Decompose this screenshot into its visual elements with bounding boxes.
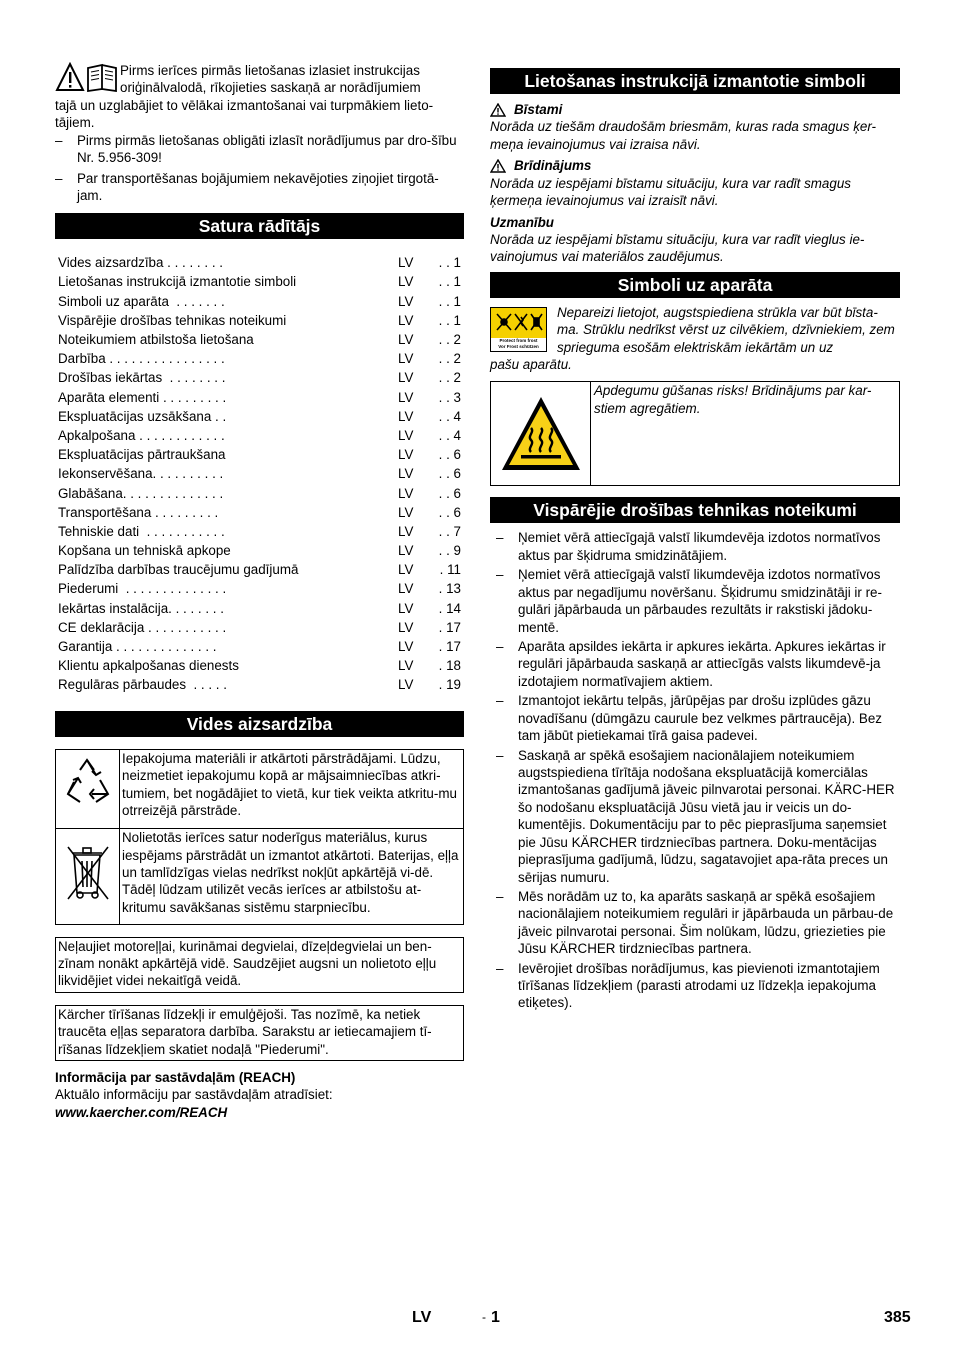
toc-item-title: Iekārtas instalācija. . . . . . . . — [58, 600, 224, 616]
right-column — [490, 68, 900, 1014]
toc-item-page: . . 4 — [438, 427, 461, 443]
safety-item-text: Ņemiet vērā attiecīgajā valstī likumdevēja izdotos normatīvos aktus par šķidruma smidzinātājiem. — [518, 530, 881, 563]
toc-item[interactable] — [58, 676, 461, 695]
toc-item[interactable] — [58, 656, 461, 675]
device-symbols-header: Simboli uz aparāta — [490, 272, 900, 298]
toc-item-title: Ekspluatācijas uzsākšana . . — [58, 408, 227, 424]
reach-title: Informācija par sastāvdaļām (REACH) — [55, 1070, 296, 1086]
safety-item: – Mēs norādām uz to, ka aparāts saskaņā ar spēkā esošajiem nacionālajiem noteikumiem regulāri ir jāpārbauda un pārbau-de jāveic pilnvarotai personai. Šim nolūkam, lūdzu, griezieties pie Jūsu KÄRCHER tirdzniecības partnera. — [496, 888, 900, 958]
general-safety-list — [496, 529, 900, 1011]
toc-item-title: Lietošanas instrukcijā izmantotie simboli — [58, 274, 297, 290]
emulsion-box — [55, 1005, 464, 1061]
toc-item-page: . 17 — [438, 619, 461, 635]
danger-label: Bīstami — [514, 102, 563, 117]
caution-text: Norāda uz iespējami bīstamu situāciju, kura var radīt vieglus ie-vainojumus vai materiālos zaudējumus. — [490, 231, 865, 265]
symbols-header: Lietošanas instrukcijā izmantotie simboli — [490, 68, 900, 94]
toc-item-page: . 19 — [438, 677, 461, 693]
left-column — [55, 62, 464, 1121]
footer-dash: - — [482, 1310, 486, 1324]
toc-item-title: Drošības iekārtas . . . . . . . . — [58, 370, 226, 386]
toc-item-lang: LV — [398, 351, 414, 367]
toc-item-lang: LV — [398, 562, 414, 578]
warning-text: Norāda uz iespējami bīstamu situāciju, kura var radīt smagus ķermeņa ievainojumus vai izraisīt nāvi. — [490, 175, 851, 209]
toc-item-title: Tehniskie dati . . . . . . . . . . . — [58, 523, 225, 539]
recycle-text: Iepakojuma materiāli ir atkārtoti pārstrādājami. Lūdzu, neizmetiet iepakojumu kopā ar mājsaimniecības atkri-tumiem, bet nogādājiet to vietā, kur tiek veikta atkritu-mu otrreizējā pārstrāde. — [120, 749, 464, 828]
toc-item[interactable] — [58, 637, 461, 656]
oil-text: Neļaujiet motoreļļai, kurināmai degvielai, dīzeļdegvielai un ben-zīnam nonākt apkārtējā vidē. Saudzējiet augsni un nolietoto eļļu likvidējiet videi nekaitīgā veidā. — [58, 938, 437, 989]
toc-item[interactable] — [58, 541, 461, 560]
toc-item-lang: LV — [398, 658, 414, 674]
toc-item[interactable] — [58, 560, 461, 579]
safety-item-text: Ņemiet vērā attiecīgajā valstī likumdevēja izdotos normatīvos aktus par negadījumu novēršanu. Šķidrumu smidzinātāji ir re-gulāri jāpārbauda un pārbaudes rezultāts ir rakstiski jādoku-mentē. — [518, 567, 882, 635]
toc-item[interactable] — [58, 330, 461, 349]
hot-surface-icon — [499, 394, 583, 474]
sticker-text-en: Protect from frost — [499, 337, 538, 343]
toc-item-lang: LV — [398, 370, 414, 386]
toc-item-title: Palīdzība darbības traucējumu gadījumā — [58, 562, 299, 578]
toc-item-lang: LV — [398, 600, 414, 616]
toc-item-page: . 13 — [438, 581, 461, 597]
toc-item-page: . . 6 — [438, 485, 461, 501]
read-manual-icon — [55, 62, 120, 96]
toc-item-lang: LV — [398, 466, 414, 482]
toc-item[interactable] — [58, 503, 461, 522]
toc-item-page: . 11 — [439, 562, 461, 578]
toc-item-page: . 14 — [438, 600, 461, 616]
footer-page-number: 385 — [884, 1309, 911, 1326]
toc-item-page: . . 9 — [438, 543, 461, 559]
oil-box — [55, 937, 464, 993]
toc-item-lang: LV — [398, 619, 414, 635]
weee-text: Nolietotās ierīces satur noderīgus materiālus, kurus iespējams pārstrādāt un izmantot atkārtoti. Baterijas, eļļa un tamlīdzīgas vielas nedrīkst nokļūt apkārtējā vi-dē. Tādēļ lūdzam utilizēt vecās ierīces ar atbilstošu at-kritumu savākšanas sistēmu starpniecību. — [120, 829, 464, 924]
toc-item-page: . 18 — [438, 658, 461, 674]
safety-item: – Ņemiet vērā attiecīgajā valstī likumdevēja izdotos normatīvos aktus par šķidruma smidzinātājiem. — [496, 529, 900, 564]
high-pressure-sticker-icon — [490, 307, 547, 352]
toc-item-page: . . 2 — [438, 370, 461, 386]
toc-header: Satura rādītājs — [55, 213, 464, 239]
footer-lang: LV — [412, 1309, 432, 1326]
toc-item-title: Apkalpošana . . . . . . . . . . . . — [58, 427, 225, 443]
reach-link[interactable]: www.kaercher.com/REACH — [55, 1104, 228, 1120]
toc-item-page: . . 1 — [438, 255, 461, 271]
toc-item[interactable] — [58, 349, 461, 368]
safety-item-text: Saskaņā ar spēkā esošajiem nacionālajiem noteikumiem augstspiediena tīrītāja nodošana ekspluatācijā komerciālas izmantošanas gadījumā jāveic pilnvarotai personai. KÄRC-HER šo nodošanu ekspluatācijā Jūsu vietā jau ir veicis un do-kumentējis. Dokumentāciju par to pēc pieprasījuma saņemsiet pie Jūsu KÄRCHER tirdzniecības partnera. Doku-mentācijas pieprasījuma gadījumā, lūdzu, sagatavojiet apa-rāta preces un sērijas numuru. — [518, 747, 895, 885]
toc-item-title: Transportēšana . . . . . . . . . — [58, 504, 219, 520]
toc-item-title: Noteikumiem atbilstoša lietošana — [58, 332, 254, 347]
intro-bullet: – Par transportēšanas bojājumiem nekavējoties ziņojiet tirgotā-jam. — [55, 170, 439, 203]
toc-item-lang: LV — [398, 274, 414, 290]
toc-item[interactable] — [58, 311, 461, 330]
toc-item-page: . . 1 — [438, 293, 461, 309]
toc-item-lang: LV — [398, 389, 414, 405]
toc-item-lang: LV — [398, 332, 414, 347]
toc-item-page: . . 1 — [438, 312, 461, 328]
warning-icon — [490, 159, 506, 173]
toc-item-lang: LV — [398, 447, 414, 463]
warning-label: Brīdinājums — [514, 158, 592, 174]
intro-bullet: – Pirms pirmās lietošanas obligāti izlasīt norādījumus par dro-šību Nr. 5.956-309! — [55, 132, 457, 166]
toc-item-lang: LV — [398, 581, 414, 597]
toc-item[interactable] — [58, 464, 461, 483]
safety-item: – Saskaņā ar spēkā esošajiem nacionālajiem noteikumiem augstspiediena tīrītāja nodošana ekspluatācijā komerciālas izmantošanas gadījumā jāveic pilnvarotai personai. KÄRC-HER šo nodošanu ekspluatācijā Jūsu vietā jau ir veicis un do-kumentējis. Dokumentāciju par to pēc pieprasījuma saņemsiet pie Jūsu KÄRCHER tirdzniecības partnera. Doku-mentācijas pieprasījuma gadījumā, lūdzu, sagatavojiet apa-rāta preces un sērijas numuru. — [496, 747, 900, 886]
caution-label: Uzmanību — [490, 214, 554, 230]
toc-item-lang: LV — [398, 504, 414, 520]
intro-rest: tajā un uzglabājiet to vēlākai izmantošanai vai turpmākiem lieto-tājiem. — [55, 97, 434, 131]
toc-item-page: . . 6 — [438, 504, 461, 520]
toc-item-page: . . 4 — [438, 408, 461, 424]
burn-warning-text: Apdegumu gūšanas risks! Brīdinājums par kar-stiem agregātiem. — [594, 383, 872, 416]
toc-item[interactable] — [58, 580, 461, 599]
toc-list — [58, 253, 461, 694]
safety-item: – Ievērojiet drošības norādījumus, kas pievienoti izmantotajiem tīrīšanas līdzekļiem (parasti atrodami uz līdzekļa iepakojuma etiķetes). — [496, 960, 900, 1012]
toc-item[interactable] — [58, 407, 461, 426]
toc-item[interactable] — [58, 388, 461, 407]
emulsion-text: Kärcher tīrīšanas līdzekļi ir emulģējoši. Tas nozīmē, ka netiek traucēta eļļas separatora darbība. Sarakstu ar ietiecamajiem tī-rīšanas līdzekļiem skatiet nodaļā "Piederumi". — [58, 1006, 432, 1057]
toc-item-page: . . 3 — [438, 389, 461, 405]
toc-item-page: . 17 — [438, 639, 461, 654]
safety-item-text: Aparāta apsildes iekārta ir apkures iekārta. Apkures iekārtas ir regulāri jāpārbauda saskaņā ar attiecīgās valsts likumdevē-ja izdotajiem normatīvajiem aktiem. — [518, 639, 886, 689]
toc-item-title: Piederumi . . . . . . . . . . . . . . — [58, 581, 227, 597]
spray-warning-text: Nepareizi lietojot, augstspiediena strūkla var būt bīsta-ma. Strūklu nedrīkst vērst uz cilvēkiem, dzīvniekiem, zem sprieguma esošām elektriskām iekārtām un uz — [557, 304, 895, 355]
toc-item[interactable] — [58, 273, 461, 292]
safety-item-text: Mēs norādām uz to, ka aparāts saskaņā ar spēkā esošajiem nacionālajiem noteikumiem regulāri ir jāpārbauda un pārbau-de jāveic pilnvarotai personai. Šim nolūkam, lūdzu, griezieties pie Jūsu KÄRCHER tirdzniecības partnera. — [518, 888, 894, 957]
intro-line-1: Pirms ierīces pirmās lietošanas izlasiet instrukcijas — [120, 63, 420, 78]
sticker-text-de: Vor Frost schützen — [498, 343, 539, 349]
env-table — [55, 749, 464, 925]
env-header: Vides aizsardzība — [55, 711, 464, 737]
toc-item-title: Simboli uz aparāta . . . . . . . — [58, 293, 225, 309]
toc-item-lang: LV — [398, 427, 414, 443]
safety-item-text: Izmantojot iekārtu telpās, jārūpējas par drošu izplūdes gāzu novadīšanu (dūmgāzu caurule bez velkmes pārtraucēja). Bez tam jābūt pietiekamai tīrā gaisa padevei. — [518, 693, 882, 744]
toc-item-lang: LV — [398, 312, 414, 328]
danger-text: Norāda uz tiešām draudošām briesmām, kuras rada smagus ķer-meņa ievainojumus vai izraisa nāvi. — [490, 119, 877, 152]
toc-item-title: Glabāšana. . . . . . . . . . . . . . — [58, 485, 224, 501]
burn-warning-box — [490, 381, 900, 486]
toc-item[interactable] — [58, 484, 461, 503]
toc-item-title: Darbība . . . . . . . . . . . . . . . . — [58, 351, 225, 367]
spray-warning-text-end: pašu aparātu. — [490, 357, 572, 373]
toc-item-page: . . 6 — [438, 466, 461, 482]
toc-item[interactable] — [58, 292, 461, 311]
toc-item[interactable] — [58, 618, 461, 637]
toc-item-lang: LV — [398, 408, 414, 424]
toc-item-page: . . 7 — [438, 523, 461, 539]
toc-item[interactable] — [58, 599, 461, 618]
warning-book-icon — [55, 62, 119, 92]
toc-item-lang: LV — [398, 293, 414, 309]
toc-item-title: Iekonservēšana. . . . . . . . . . — [58, 466, 224, 482]
danger-warning-icon — [490, 103, 506, 117]
toc-item-lang: LV — [398, 255, 414, 271]
safety-item: – Ņemiet vērā attiecīgajā valstī likumdevēja izdotos normatīvos aktus par negadījumu novēršanu. Šķidrumu smidzinātāji ir re-gulāri jāpārbauda un pārbaudes rezultāts ir rakstiski jādoku-mentē. — [496, 566, 900, 636]
toc-item-title: Vispārējie drošības tehnikas noteikumi — [58, 312, 287, 328]
toc-item-title: CE deklarācija . . . . . . . . . . . — [58, 619, 227, 635]
general-safety-header: Vispārējie drošības tehnikas noteikumi — [490, 497, 900, 523]
intro-line-2: oriģinālvalodā, rīkojieties saskaņā ar norādījumiem — [120, 80, 421, 96]
recycle-icon — [56, 750, 119, 824]
toc-item-title: Regulāras pārbaudes . . . . . — [58, 677, 227, 693]
toc-item[interactable] — [58, 445, 461, 464]
toc-item-lang: LV — [398, 639, 414, 654]
toc-item[interactable] — [58, 426, 461, 445]
toc-item-title: Klientu apkalpošanas dienests — [58, 658, 239, 674]
toc-item-title: Aparāta elementi . . . . . . . . . — [58, 389, 227, 405]
toc-item-page: . . 2 — [438, 351, 461, 367]
toc-item[interactable] — [58, 369, 461, 388]
toc-item-lang: LV — [398, 523, 414, 539]
safety-item-text: Ievērojiet drošības norādījumus, kas pievienoti izmantotajiem tīrīšanas līdzekļiem (parasti atrodami uz līdzekļa iepakojuma etiķetes). — [518, 960, 880, 1011]
toc-item-title: Kopšana un tehniskā apkope — [58, 543, 231, 559]
toc-item-page: . . 2 — [438, 332, 461, 347]
toc-item[interactable] — [58, 522, 461, 541]
toc-item-lang: LV — [398, 485, 414, 501]
reach-text: Aktuālo informāciju par sastāvdaļām atradīsiet: — [55, 1087, 333, 1103]
crossed-bin-icon — [56, 829, 119, 919]
intro-section — [55, 62, 464, 204]
toc-item-title: Vides aizsardzība . . . . . . . . — [58, 255, 223, 271]
toc-item-title: Ekspluatācijas pārtraukšana — [58, 447, 226, 463]
toc-item-lang: LV — [398, 677, 414, 693]
footer-section-num: 1 — [491, 1309, 500, 1326]
safety-item: – Izmantojot iekārtu telpās, jārūpējas par drošu izplūdes gāzu novadīšanu (dūmgāzu caurule bez velkmes pārtraucēja). Bez tam jābūt pietiekamai tīrā gaisa padevei. — [496, 692, 900, 744]
safety-item: – Aparāta apsildes iekārta ir apkures iekārta. Apkures iekārtas ir regulāri jāpārbauda saskaņā ar attiecīgās valsts likumdevē-ja izdotajiem normatīvajiem aktiem. — [496, 638, 900, 690]
toc-item[interactable] — [58, 253, 461, 272]
toc-item-page: . . 1 — [438, 274, 461, 290]
toc-item-page: . . 6 — [438, 447, 461, 463]
toc-item-title: Garantija . . . . . . . . . . . . . . — [58, 639, 217, 654]
toc-item-lang: LV — [398, 543, 414, 559]
